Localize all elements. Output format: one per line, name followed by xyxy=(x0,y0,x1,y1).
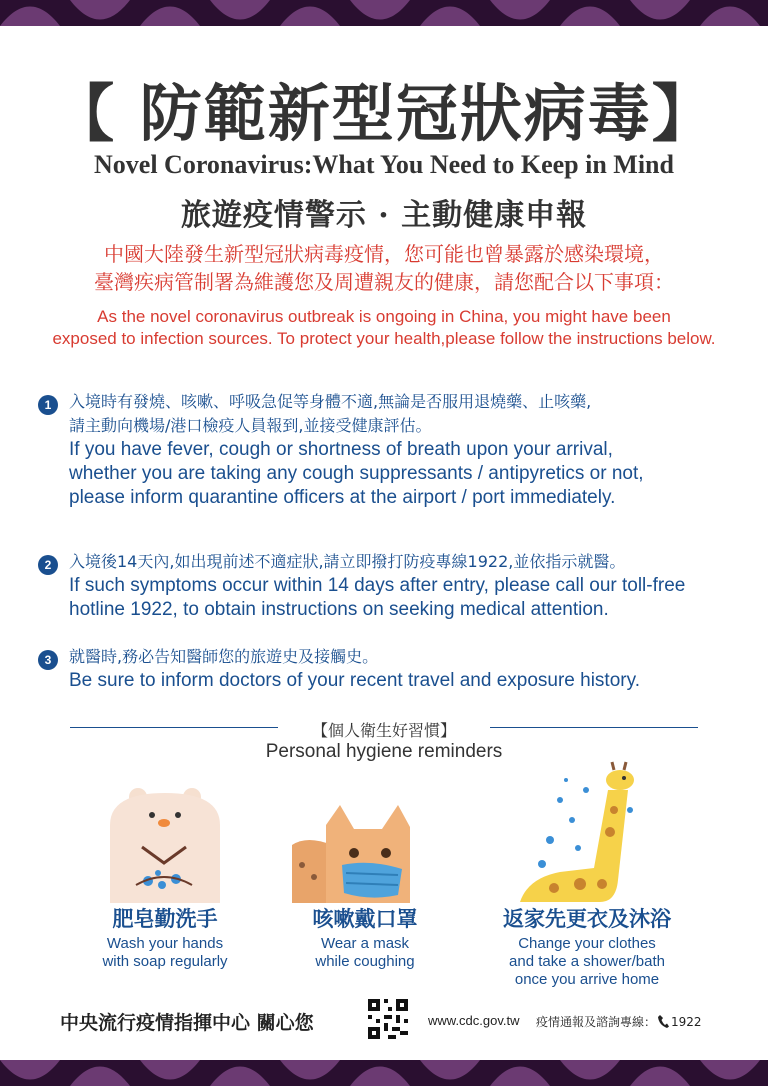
tip-wear-mask xyxy=(235,905,495,971)
tip-change-clothes xyxy=(457,905,717,989)
tip-description-line: Wash your hands xyxy=(106,935,224,952)
instruction-item-2 xyxy=(38,550,738,622)
subtitle-english: Novel Coronavirus:What You Need to Keep in Mind xyxy=(94,150,674,179)
tip-title: 咳嗽戴口罩 xyxy=(312,907,418,931)
instruction-en-line: If you have fever, cough or shortness of breath upon your arrival, xyxy=(69,439,613,460)
intro-chinese xyxy=(0,240,768,296)
instruction-en-line: hotline 1922, to obtain instructions on seeking medical attention. xyxy=(69,599,609,620)
footer-organization: 中央流行疫情指揮中心 關心您 xyxy=(60,1012,314,1034)
tip-title: 肥皂勤洗手 xyxy=(112,907,218,931)
hotline-label: 疫情通報及諮詢專線： xyxy=(536,1015,657,1029)
instruction-zh xyxy=(69,550,738,574)
instruction-en xyxy=(69,574,738,622)
instruction-zh-line: 入境後14天內,如出現前述不適症狀,請立即撥打防疫專線1922,並依指示就醫。 xyxy=(69,552,626,571)
instruction-en-line: If such symptoms occur within 14 days after entry, please call our toll-free xyxy=(69,575,686,596)
instruction-en xyxy=(69,438,738,510)
intro-zh-line: 臺灣疾病管制署為維護您及周遭親友的健康，請您配合以下事項： xyxy=(94,270,674,294)
instruction-zh xyxy=(69,645,738,669)
tip-description-line: Change your clothes xyxy=(518,935,656,952)
bear-washing-hands-illustration xyxy=(100,785,230,907)
hygiene-heading-en: Personal hygiene reminders xyxy=(265,741,503,762)
phone-icon xyxy=(658,1015,669,1031)
tip-description-line: once you arrive home xyxy=(514,971,660,988)
intro-zh-line: 中國大陸發生新型冠狀病毒疫情，您可能也曾暴露於感染環境， xyxy=(104,242,664,266)
intro-english xyxy=(0,306,768,350)
instruction-en-line: Be sure to inform doctors of your recent travel and exposure history. xyxy=(69,670,640,691)
tip-title: 返家先更衣及沐浴 xyxy=(503,907,671,931)
intro-en-line: exposed to infection sources. To protect your health,please follow the instructions below. xyxy=(52,329,716,348)
decorative-bottom-band xyxy=(0,1060,768,1086)
hotline-number: 1922 xyxy=(671,1015,702,1029)
tip-description-line: and take a shower/bath xyxy=(509,953,665,970)
subtitle-chinese: 旅遊疫情警示 · 主動健康申報 xyxy=(180,198,588,233)
hygiene-heading-zh: 【個人衛生好習慣】 xyxy=(311,721,456,740)
instruction-zh-line: 入境時有發燒、咳嗽、呼吸急促等身體不適,無論是否服用退燒藥、止咳藥, xyxy=(69,392,592,411)
instruction-zh xyxy=(69,390,738,438)
decorative-top-band xyxy=(0,0,768,26)
giraffe-shower-illustration xyxy=(520,760,645,906)
instruction-en xyxy=(69,669,738,693)
tip-description xyxy=(457,935,717,989)
instruction-en-line: please inform quarantine officers at the airport / port immediately. xyxy=(69,487,616,508)
number-badge: 1 xyxy=(38,395,58,415)
tip-description xyxy=(235,935,495,971)
instruction-item-3 xyxy=(38,645,738,693)
page-title: 【 防範新型冠狀病毒】 xyxy=(52,77,716,150)
number-badge: 3 xyxy=(38,650,58,670)
instruction-zh-line: 就醫時,務必告知醫師您的旅遊史及接觸史。 xyxy=(69,647,379,666)
intro-en-line: As the novel coronavirus outbreak is ongoing in China, you might have been xyxy=(97,307,671,326)
qr-code-icon[interactable] xyxy=(368,999,408,1039)
instruction-en-line: whether you are taking any cough suppressants / antipyretics or not, xyxy=(69,463,644,484)
instruction-item-1 xyxy=(38,390,738,510)
number-badge: 2 xyxy=(38,555,58,575)
tip-description-line: while coughing xyxy=(315,953,415,970)
footer-hotline xyxy=(536,1013,702,1031)
cat-with-mask-illustration xyxy=(292,805,417,907)
footer-website-link[interactable]: www.cdc.gov.tw xyxy=(428,1013,520,1028)
tip-description-line: Wear a mask xyxy=(320,935,410,952)
instruction-zh-line: 請主動向機場/港口檢疫人員報到,並接受健康評估。 xyxy=(69,416,432,435)
tip-description-line: with soap regularly xyxy=(102,953,228,970)
